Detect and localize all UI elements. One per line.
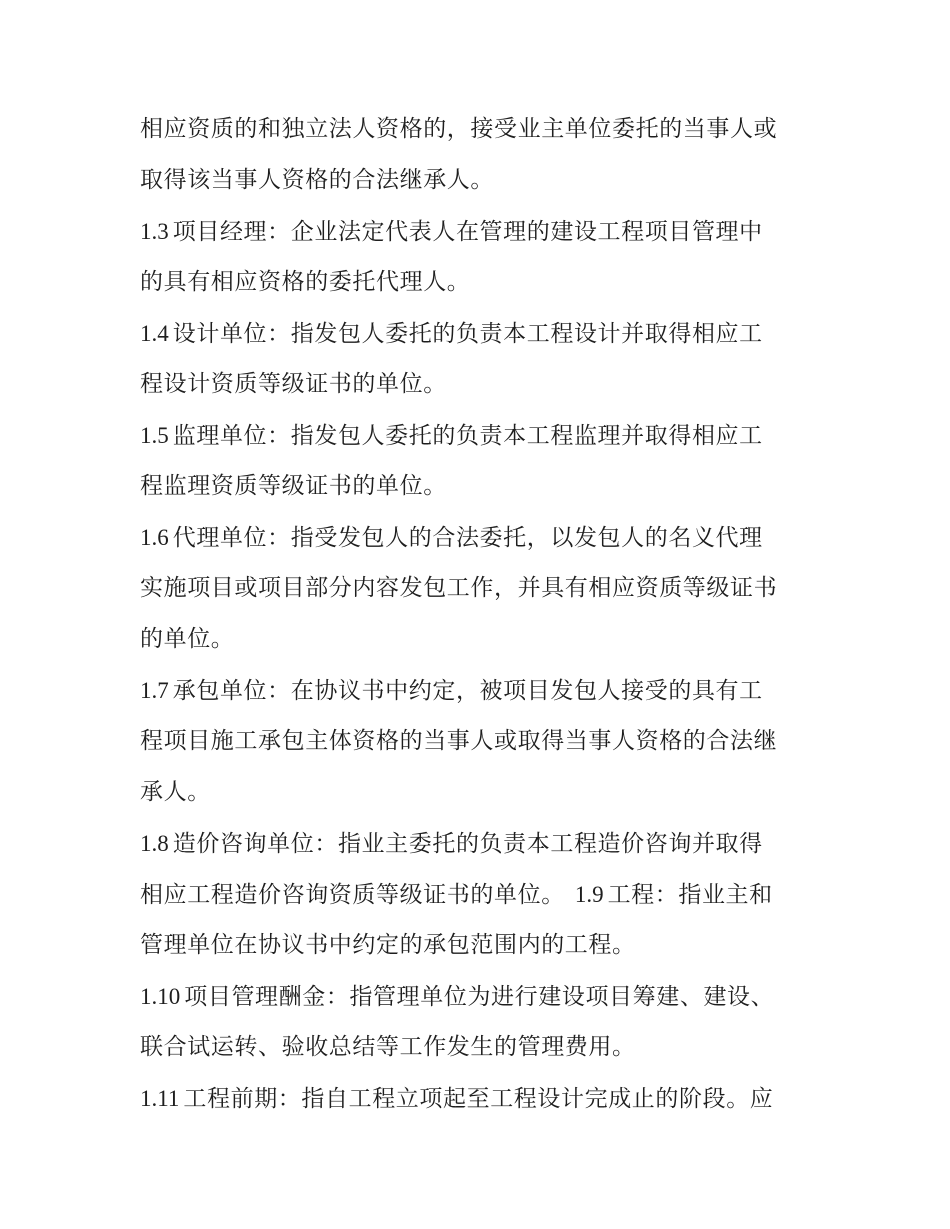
text-line [140,206,820,257]
line-text: 相应工程造价咨询资质等级证书的单位。 [140,882,565,908]
line-text: 承人。 [140,779,211,805]
text-line [140,665,820,716]
text-line [140,716,820,767]
line-text: 工程前期：指自工程立项起至工程设计完成止的阶段。应 [183,1086,774,1112]
clause-number: 1.5 [140,423,169,448]
text-line [140,920,820,971]
clause-number: 1.11 [140,1086,180,1111]
text-line [140,410,820,461]
line-text: 设计单位：指发包人委托的负责本工程设计并取得相应工 [172,321,763,347]
line-text: 项目管理酬金：指管理单位为进行建设项目筹建、建设、 [184,984,775,1010]
line-text: 实施项目或项目部分内容发包工作，并具有相应资质等级证书 [140,575,778,601]
text-line [140,971,820,1022]
clause-number: 1.8 [140,831,169,856]
clause-number: 1.6 [140,525,169,550]
clause-number: 1.9 [574,882,604,907]
text-line [140,104,820,155]
text-line [140,614,820,665]
clause-number: 1.3 [140,219,169,244]
text-line [140,461,820,512]
line-text: 代理单位：指受发包人的合法委托，以发包人的名义代理 [172,525,763,551]
text-line [140,155,820,206]
line-text: 的单位。 [140,626,235,652]
document-body [140,104,820,1124]
clause-number: 1.10 [140,984,181,1009]
line-text: 联合试运转、验收总结等工作发生的管理费用。 [140,1034,636,1060]
text-line [140,563,820,614]
clause-number: 1.7 [140,678,169,703]
text-line [140,818,820,869]
text-line [140,869,820,920]
clause-number: 1.4 [140,321,169,346]
text-line [140,257,820,308]
line-text: 的具有相应资格的委托代理人。 [140,269,471,295]
text-line [140,1022,820,1073]
line-text: 管理单位在协议书中约定的承包范围内的工程。 [140,932,636,958]
text-line [140,512,820,563]
line-text: 相应资质的和独立法人资格的，接受业主单位委托的当事人或 [140,116,778,142]
line-text: 项目经理：企业法定代表人在管理的建设工程项目管理中 [172,219,763,245]
line-text: 监理单位：指发包人委托的负责本工程监理并取得相应工 [172,423,763,449]
text-line [140,767,820,818]
line-text: 程监理资质等级证书的单位。 [140,473,447,499]
text-line [140,359,820,410]
text-line [140,308,820,359]
line-text: 取得该当事人资格的合法继承人。 [140,167,494,193]
text-line [140,1073,820,1124]
line-text: 造价咨询单位：指业主委托的负责本工程造价咨询并取得 [172,831,763,857]
line-text: 程项目施工承包主体资格的当事人或取得当事人资格的合法继 [140,728,778,754]
line-text: 程设计资质等级证书的单位。 [140,371,447,397]
line-text: 承包单位：在协议书中约定，被项目发包人接受的具有工 [172,678,763,704]
line-text: 工程：指业主和 [607,882,773,908]
